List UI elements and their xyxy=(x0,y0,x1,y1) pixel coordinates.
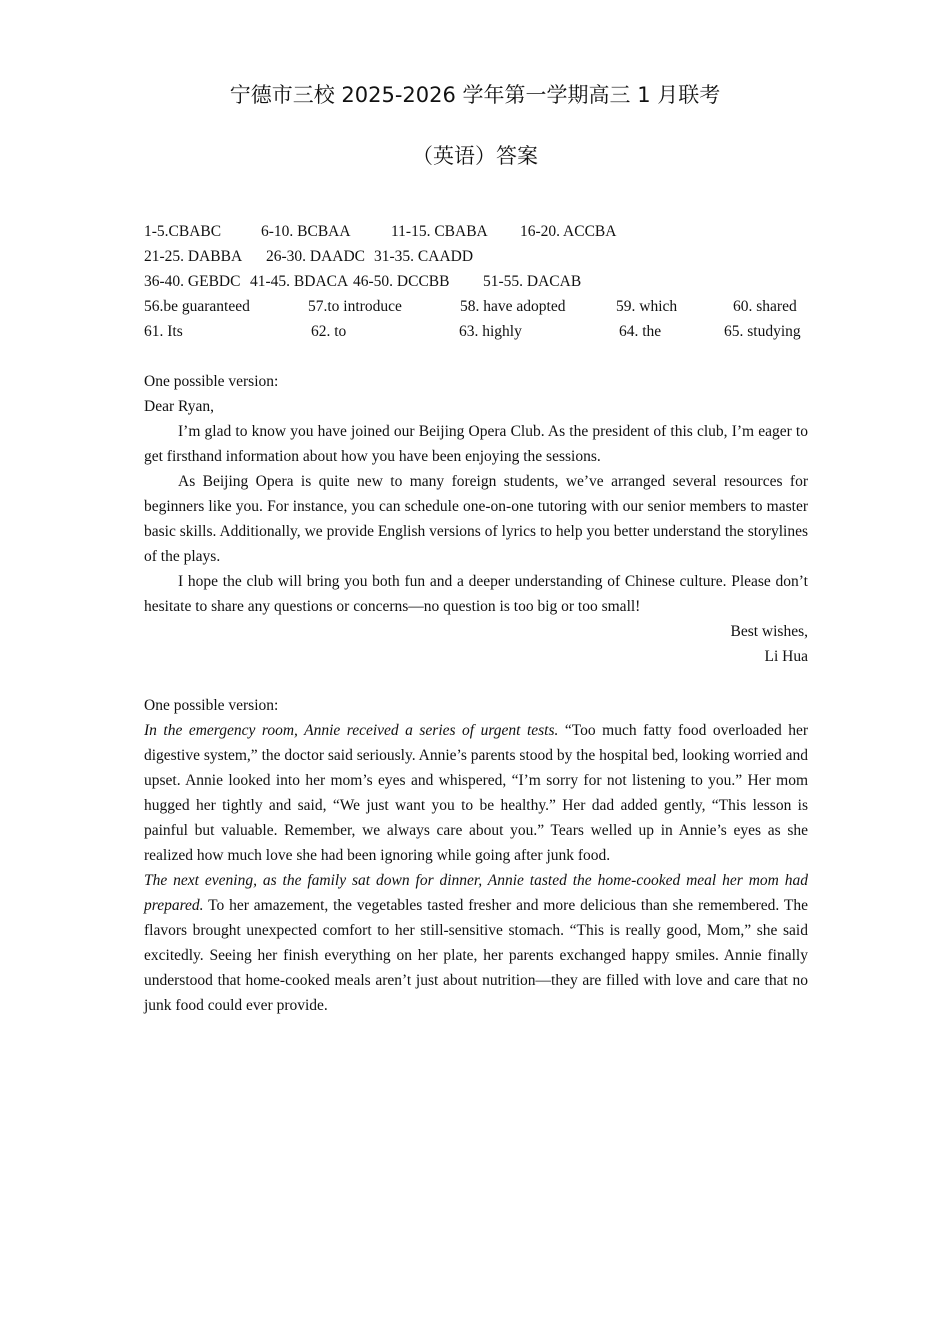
answer-group: 36-40. GEBDC xyxy=(144,273,241,290)
answer-group: 1-5.CBABC xyxy=(144,223,222,240)
answer-group: 31-35. CAADD xyxy=(374,248,474,265)
answer-group: 46-50. DCCBB xyxy=(353,273,450,290)
answer-item: 65. studying xyxy=(724,323,801,340)
answer-item: 56.be guaranteed xyxy=(144,298,250,315)
story-body-text: To her amazement, the vegetables tasted fresher and more delicious than she remembered. The flavors brought unexpected comfort to her still-sensitive stomach. “This is really good, Mom,” she said excitedly. Seeing her finish everything on her plate, her parents exchanged happy smiles. Annie finally understood that home-cooked meals aren’t just about nutrition—they are filled with love and care that no junk food could ever provide. xyxy=(144,897,808,1014)
version-label: One possible version: xyxy=(144,373,279,390)
letter-paragraph: I’m glad to know you have joined our Beijing Opera Club. As the president of this club, I’m eager to get firsthand information about how you have been enjoying the sessions. xyxy=(144,423,808,465)
story-body-text: “Too much fatty food overloaded her digestive system,” the doctor said seriously. Annie’s parents stood by the hospital bed, looking worried and upset. Annie looked into her mom’s eyes and whispered, “I’m sorry for not listening to you.” Her mom hugged her tightly and said, “We just want you to be healthy.” Her dad added gently, “This lesson is painful but valuable. Remember, we always care about you.” Tears welled up in Annie’s eyes as she realized how much love she had been ignoring while going after junk food. xyxy=(144,722,809,864)
answer-item: 64. the xyxy=(619,323,662,340)
answer-group: 21-25. DABBA xyxy=(144,248,243,265)
writing-sample-story xyxy=(144,693,808,1018)
story-paragraph xyxy=(144,868,808,1018)
answer-row xyxy=(144,219,808,244)
story-lead-sentence: The next evening, as the family sat down for dinner, Annie tasted the home-cooked meal her mom had prepared. xyxy=(144,872,808,914)
answer-item: 60. shared xyxy=(733,298,797,315)
answer-group: 26-30. DAADC xyxy=(266,248,366,265)
answer-item: 57.to introduce xyxy=(308,298,402,315)
letter-paragraph: As Beijing Opera is quite new to many foreign students, we’ve arranged several resources for beginners like you. For instance, you can schedule one-on-one tutoring with our senior members to master basic skills. Additionally, we provide English versions of lyrics to help you better understand the storylines of the plays. xyxy=(144,473,808,565)
letter-closing: Best wishes, xyxy=(730,623,808,640)
letter-greeting: Dear Ryan, xyxy=(144,398,214,415)
letter-paragraph: I hope the club will bring you both fun and a deeper understanding of Chinese culture. Please don’t hesitate to share any questions or concerns—no question is too big or too small! xyxy=(144,573,808,615)
page-title: 宁德市三校 2025-2026 学年第一学期高三 1 月联考 xyxy=(229,83,721,107)
answer-item: 62. to xyxy=(311,323,347,340)
answer-item: 61. Its xyxy=(144,323,183,340)
answer-row xyxy=(144,269,808,294)
story-paragraph xyxy=(144,718,808,868)
answer-item: 59. which xyxy=(616,298,678,315)
answer-group: 41-45. BDACA xyxy=(250,273,349,290)
answer-key xyxy=(144,219,808,344)
story-lead-sentence: In the emergency room, Annie received a series of urgent tests. xyxy=(144,722,559,739)
answer-row xyxy=(144,319,808,344)
letter-signature: Li Hua xyxy=(764,648,808,665)
answer-row xyxy=(144,244,808,269)
version-label: One possible version: xyxy=(144,697,279,714)
answer-group: 6-10. BCBAA xyxy=(261,223,351,240)
answer-item: 58. have adopted xyxy=(460,298,566,315)
answer-item: 63. highly xyxy=(459,323,522,340)
writing-sample-letter xyxy=(144,369,808,669)
answer-group: 51-55. DACAB xyxy=(483,273,582,290)
answer-group: 16-20. ACCBA xyxy=(520,223,617,240)
answer-group: 11-15. CBABA xyxy=(391,223,488,240)
answer-row xyxy=(144,294,808,319)
page-subtitle: （英语）答案 xyxy=(412,144,538,168)
